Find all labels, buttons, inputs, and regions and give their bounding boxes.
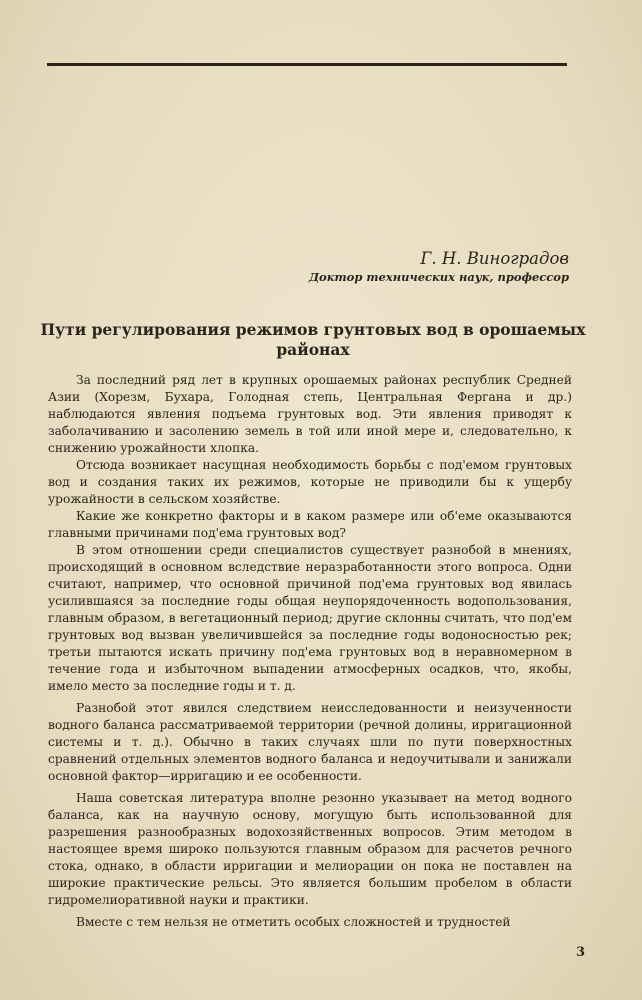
- body-paragraph: За последний ряд лет в крупных орошаемых районах республик Средней Азии (Хорезм, Бухара, Голодная степь, Центральная Фергана и др.) наблюдаются явления подъема грунтовых вод. Эти явления приводят к заболачиванию и засолению земель в той или иной мере и, следовательно, к снижению урожайности хлопка.: [48, 373, 572, 455]
- article-body: [48, 372, 572, 931]
- body-paragraph: Разнобой этот явился следствием неисследованности и неизученности водного баланса рассматриваемой территории (речной долины, ирригационной системы и т. д.). Обычно в таких случаях шли по пути поверхностных сравнений отдельных элементов водного баланса и недоучитывали и занижали основной фактор—ирригацию и ее особенности.: [48, 701, 572, 783]
- article-title: [40, 320, 586, 360]
- body-paragraph: Вместе с тем нельзя не отметить особых сложностей и трудностей: [76, 915, 511, 929]
- body-paragraph: Какие же конкретно факторы и в каком размере или об'еме оказываются главными причинами под'ема грунтовых вод?: [48, 509, 572, 540]
- top-rule-divider: [47, 63, 567, 66]
- body-paragraph: Наша советская литература вполне резонно указывает на метод водного баланса, как на научную основу, могущую быть использованной для разрешения разнообразных водохозяйственных вопросов. Этим методом в настоящее время широко пользуются главным образом для расчетов речного стока, однако, в области ирригации и мелиорации он пока не поставлен на широкие практические рельсы. Это является большим пробелом в области гидромелиоративной науки и практики.: [48, 791, 572, 907]
- article-title-line: районах: [276, 340, 350, 359]
- body-paragraph: Отсюда возникает насущная необходимость борьбы с под'емом грунтовых вод и создания таких их режимов, которые не приводили бы к ущербу урожайности в сельском хозяйстве.: [48, 458, 572, 506]
- article-title-line: Пути регулирования режимов грунтовых вод в орошаемых: [40, 320, 586, 339]
- body-paragraph: В этом отношении среди специалистов существует разнобой в мнениях, происходящий в основном вследствие неразработанности этого вопроса. Одни считают, например, что основной причиной под'ема грунтовых вод явилась усилившаяся за последние годы общая неупорядоченность водопользования, главным образом, в вегетационный период; другие склонны считать, что под'ем грунтовых вод вызван увеличившейся за последние годы водоносностью рек; третьи пытаются искать причину под'ема грунтовых вод в неравномерном в течение года и избыточном выпадении атмосферных осадков, что, якобы, имело место за последние годы и т. д.: [48, 543, 572, 693]
- author-name: Г. Н. Виноградов: [420, 249, 569, 268]
- author-credentials: Доктор технических наук, профессор: [308, 270, 569, 284]
- page-number: 3: [575, 945, 585, 960]
